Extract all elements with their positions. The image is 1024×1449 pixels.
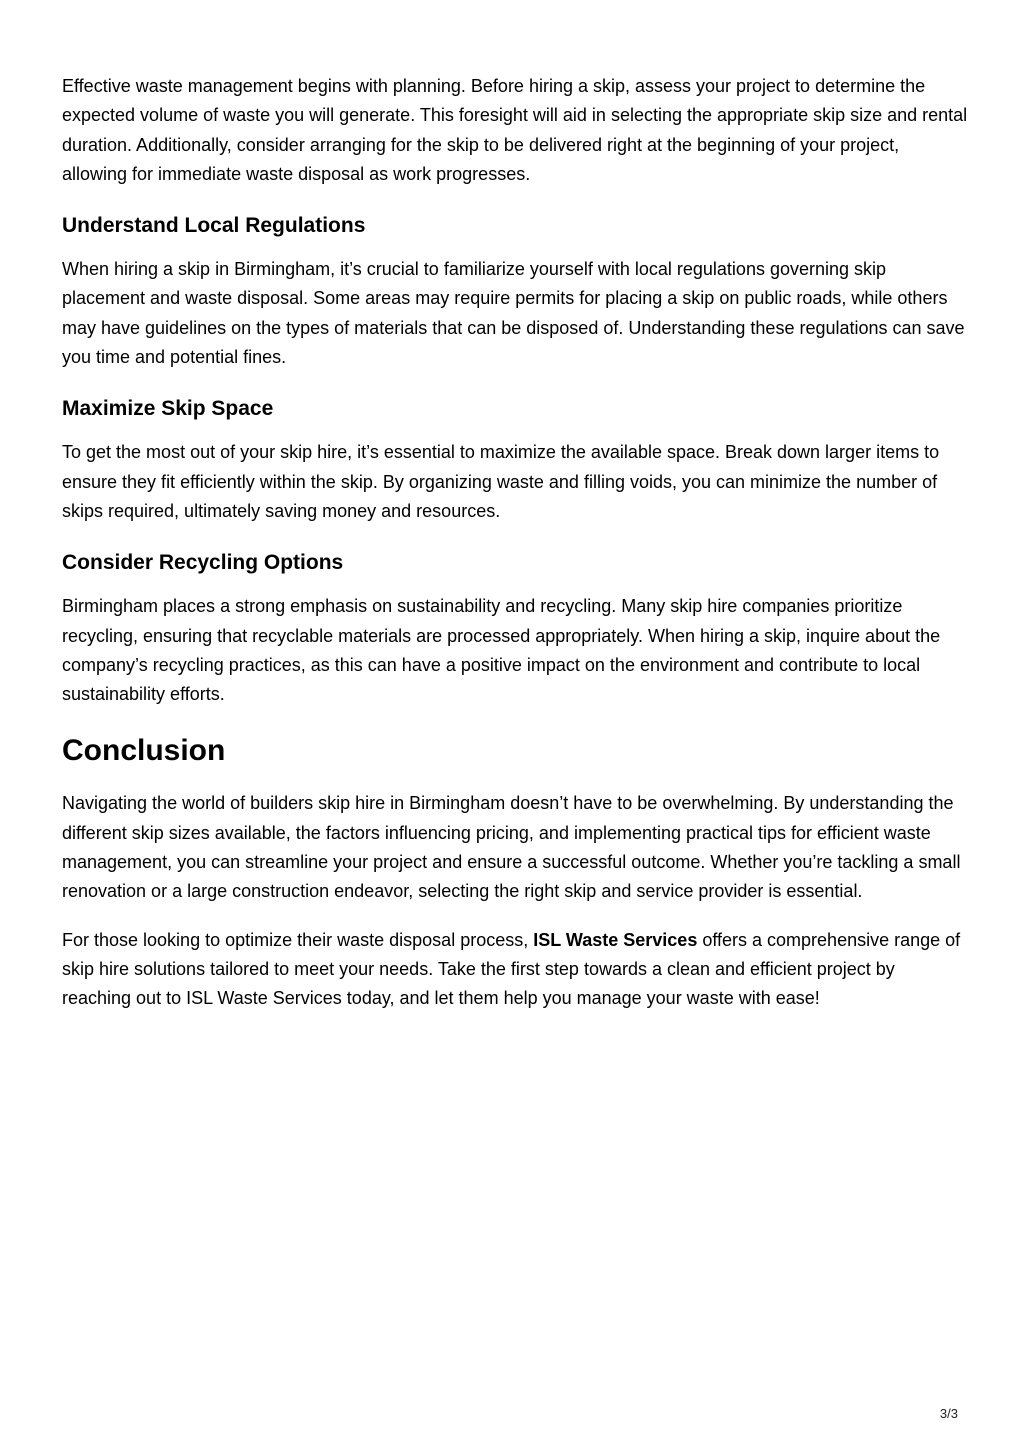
intro-paragraph: Effective waste management begins with planning. Before hiring a skip, assess your project to determine the expected volume of waste you will generate. This foresight will aid in selecting the appropriate skip size and rental duration. Additionally, consider arranging for the skip to be delivered right at the beginning of your project, allowing for immediate waste disposal as work progresses. bbox=[62, 76, 968, 184]
heading-understand-local-regulations: Understand Local Regulations bbox=[62, 214, 366, 238]
article-content bbox=[62, 72, 968, 1033]
paragraph-skip-space: To get the most out of your skip hire, it’s essential to maximize the available space. Break down larger items to ensure they fit efficiently within the skip. By organizing waste and filling voids, you can minimize the number of skips required, ultimately saving money and resources. bbox=[62, 442, 940, 521]
paragraph-conclusion-1: Navigating the world of builders skip hire in Birmingham doesn’t have to be overwhelming. By understanding the different skip sizes available, the factors influencing pricing, and implementing practical tips for efficient waste management, you can streamline your project and ensure a successful outcome. Whether you’re tackling a small renovation or a large construction endeavor, selecting the right skip and service provider is essential. bbox=[62, 793, 961, 902]
paragraph-conclusion-2-lead: For those looking to optimize their waste disposal process, bbox=[62, 929, 534, 950]
paragraph-conclusion-2 bbox=[62, 926, 968, 1014]
heading-maximize-skip-space: Maximize Skip Space bbox=[62, 397, 274, 421]
company-name-bold: ISL Waste Services bbox=[533, 929, 698, 950]
page-number: 3/3 bbox=[939, 1406, 958, 1421]
paragraph-conclusion-2-tail: offers a comprehensive range of skip hire solutions tailored to meet your needs. Take the first step towards a clean and efficient project by reaching out to ISL Waste Services today, and let them help you manage your waste with ease! bbox=[62, 929, 961, 1009]
heading-consider-recycling-options: Consider Recycling Options bbox=[62, 551, 344, 575]
paragraph-local-regulations: When hiring a skip in Birmingham, it’s crucial to familiarize yourself with local regulations governing skip placement and waste disposal. Some areas may require permits for placing a skip on public roads, while others may have guidelines on the types of materials that can be disposed of. Understanding these regulations can save you time and potential fines. bbox=[62, 259, 965, 368]
heading-conclusion: Conclusion bbox=[62, 734, 226, 768]
paragraph-recycling-options: Birmingham places a strong emphasis on sustainability and recycling. Many skip hire companies prioritize recycling, ensuring that recyclable materials are processed appropriately. When hiring a skip, inquire about the company’s recycling practices, as this can have a positive impact on the environment and contribute to local sustainability efforts. bbox=[62, 596, 941, 705]
